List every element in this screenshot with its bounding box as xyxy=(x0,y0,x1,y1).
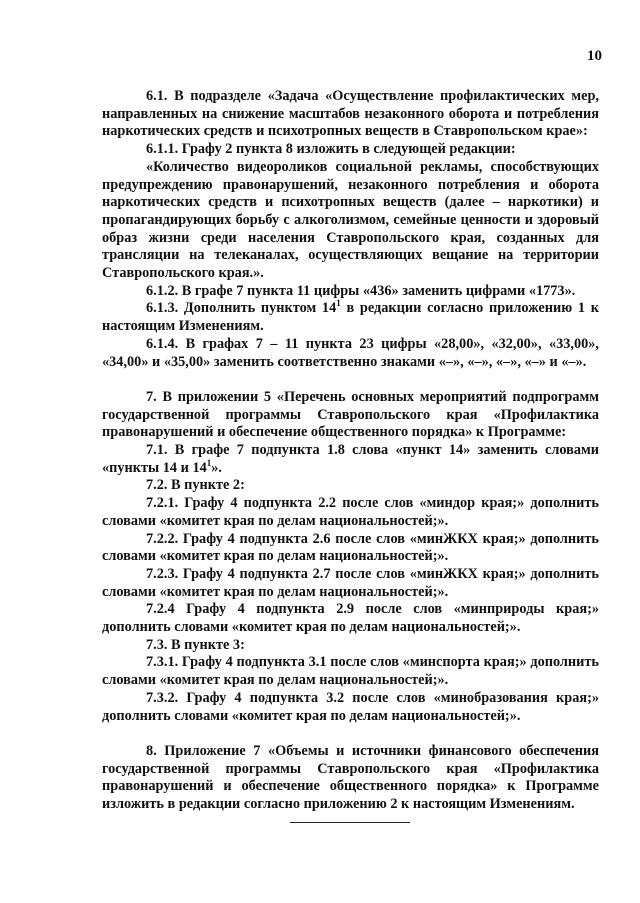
paragraph-7-2-4: 7.2.4 Графу 4 подпункта 2.9 после слов «минприроды края;» дополнить словами «комитет края по делам национальностей;». xyxy=(102,601,599,636)
paragraph-7-3: 7.3. В пункте 3: xyxy=(146,636,245,653)
paragraph-7-1-part-a: 7.1. В графе 7 подпункта 1.8 слова «пункт 14» заменить словами «пункты 14 и 14 xyxy=(102,442,599,476)
paragraph-7-2-3: 7.2.3. Графу 4 подпункта 2.7 после слов «минЖКХ края;» дополнить словами «комитет края по делам национальностей;». xyxy=(102,565,599,600)
paragraph-8: 8. Приложение 7 «Объемы и источники финансового обеспечения государственной программы Ставропольского края «Профилактика правонарушений и обеспечение общественного порядка» к Программе изложить в редакции согласно приложению 2 к настоящим Изменениям. xyxy=(102,742,599,813)
paragraph-7: 7. В приложении 5 «Перечень основных мероприятий подпрограмм государственной программы Ставропольского края «Профилактика правонарушений и обеспечение общественного порядка» к Программе: xyxy=(102,388,599,441)
paragraph-6-1-3 xyxy=(102,300,599,335)
paragraph-7-2-1: 7.2.1. Графу 4 подпункта 2.2 после слов «миндор края;» дополнить словами «комитет края по делам национальностей;». xyxy=(102,495,599,529)
paragraph-6-1-1: 6.1.1. Графу 2 пункта 8 изложить в следующей редакции: xyxy=(146,141,516,158)
paragraph-6-1-2: 6.1.2. В графе 7 пункта 11 цифры «436» заменить цифрами «1773». xyxy=(146,282,576,299)
paragraph-7-1-part-b: ». xyxy=(211,459,222,476)
document-body xyxy=(102,88,599,814)
paragraph-6-1-1-quote: «Количество видеороликов социальной рекламы, способствующих предупреждению правонарушений, незаконного потребления и оборота наркотических средств и психотропных веществ (далее – наркотики) и пропагандирующих борьбу с алкоголизмом, семейные ценности и здоровый образ жизни среди населения Ставропольского края, созданных для трансляции на телеканалах, осуществляющих вещание на территории Ставропольского края.». xyxy=(102,158,599,282)
page-number: 10 xyxy=(587,48,602,64)
paragraph-7-3-1: 7.3.1. Графу 4 подпункта 3.1 после слов «минспорта края;» дополнить словами «комитет края по делам национальностей;». xyxy=(102,654,599,689)
paragraph-7-2-2: 7.2.2. Графу 4 подпункта 2.6 после слов «минЖКХ края;» дополнить словами «комитет края по делам национальностей;». xyxy=(102,530,599,565)
paragraph-7-1-superscript: 1 xyxy=(206,457,212,468)
paragraph-6-1-4: 6.1.4. В графах 7 – 11 пункта 23 цифры «28,00», «32,00», «33,00», «34,00» и «35,00» заменить соответственно знаками «–», «–», «–», «–» и «–». xyxy=(102,335,599,370)
paragraph-6-1-3-part-a: 6.1.3. Дополнить пунктом 14 xyxy=(146,300,337,317)
paragraph-7-2: 7.2. В пункте 2: xyxy=(146,477,245,494)
paragraph-7-1 xyxy=(102,442,599,477)
paragraph-6-1-3-part-b: в редакции согласно приложению 1 к настоящим Изменениям. xyxy=(102,300,599,335)
paragraph-6-1: 6.1. В подразделе «Задача «Осуществление профилактических мер, направленных на снижение масштабов незаконного оборота и потребления наркотических средств и психотропных веществ в Ставропольском крае»: xyxy=(102,88,599,140)
end-of-document-rule xyxy=(290,822,410,823)
paragraph-6-1-3-superscript: 1 xyxy=(336,298,341,309)
paragraph-7-3-2: 7.3.2. Графу 4 подпункта 3.2 после слов «минобразования края;» дополнить словами «комитет края по делам национальностей;». xyxy=(102,689,599,724)
